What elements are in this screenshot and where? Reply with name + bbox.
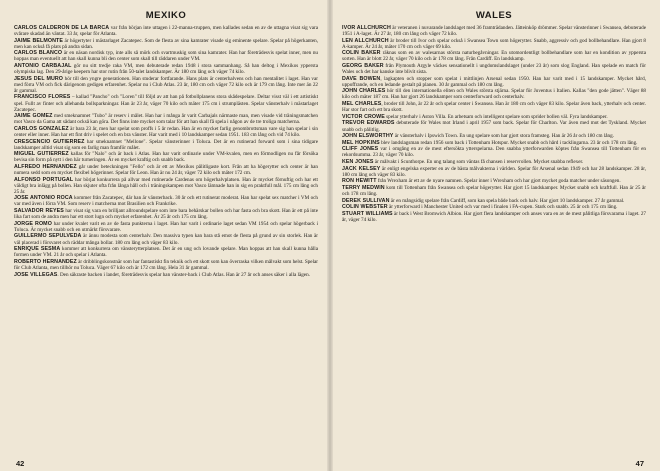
player-name: COLIN WEBSTER: [342, 204, 388, 211]
player-entry: [342, 166, 646, 178]
player-name: MIGUEL GUTIERREZ: [14, 151, 69, 158]
player-entry: [342, 140, 646, 146]
player-name: CLIFF JONES: [342, 146, 379, 153]
player-description: , lagkapten och stopper som spelat i mittlinjen Arsenal sedan 1950. Han har varit med i 15 landskamper. Mycket hård, uppoffrande, och en ledande gestalt på planen. 30 år gammal och 180 cm lång.: [342, 75, 646, 88]
player-entry: [14, 94, 318, 112]
player-name: COLIN BAKER: [342, 50, 381, 57]
player-description: är målvakt i Scunthorpe. En ung talang som väntas få chansen i reservrollen. Mycket snabba reflexer.: [373, 159, 584, 166]
player-description: – kallad "Pancho" och "Loren" till följd av att han på fotbollplanens stora skådespelare. Deltar visst väl i ett artistiskt spel. Fullt av finter och allehanda bollsparkningar. Han är 23 år, väger 70 kilo och mäter 175 cm i strumplästen. Spelar vänsterhalv i mästarlaget Zacatepec.: [14, 94, 318, 113]
player-description: från Plymouth Argyle väckes sensationellt i ungdomslandslaget (under 23 år) som slog England. Han spelade en match för Wales och det har kanske inte blivit sista.: [342, 63, 646, 76]
page-number-right: 47: [635, 459, 644, 468]
player-entry: [342, 178, 646, 184]
player-entry: [342, 38, 646, 50]
player-name: CRESCENCIO GUTIERREZ: [14, 138, 85, 145]
player-name: GUILLERMO SEPULVEDA: [14, 233, 82, 240]
player-entry: [14, 195, 318, 207]
player-description: är en näsan nordisk typ, inte alls så mörk och svartmuskig som sina kamrater. Han har företrädesvis spelat inner, men nu hoppas man eventuellt att han skall kunna bli den center som skall till räddaren under VM.: [14, 50, 318, 63]
player-entry: [14, 50, 318, 62]
player-name: JOSE ANTONIO ROCA: [14, 195, 73, 202]
player-description: debuterade för Wales mot Irland i april 1957 som back. Spelar för Charlton. Var även med mot det Tyskland. Mycket snabb och pålitlig.: [342, 120, 646, 133]
player-entry: [342, 185, 646, 197]
player-description: var i omgång en av de mest eftersökta ytterspelarna. Den snabba ytterforwarden köptes från Swansea till Tottenham för en rekordsumma. 23 år, väger 70 kilo.: [342, 146, 646, 159]
player-description: gör nu sitt tredje raka VM, men debuterade redan 1948 i stora sammanhang. Så han deltog i Mexikos yppersta olympiska lag. Den 29-årige keepern har stor rutin från 50-talet landskamper. Är 180 cm lång och väger 74 kilo.: [14, 63, 318, 76]
player-name: JORGE ROMO: [14, 220, 52, 227]
player-description: har under kvalet varit en av de fasta punkterna i laget. Han har varit i ordinarie laget sedan VM 1954 och spelar högerback i Toluca. Är mycket snabb och en utmärkt försvarare.: [14, 220, 318, 233]
player-name: ALFONSO PORTUGAL: [14, 176, 74, 183]
player-entry: [14, 139, 318, 151]
player-description: har börjat konkurrera på allvar med rutinerade Cardenas om högerhalvplatsen. Han är mycket förnuftig och har ett väldigt bra inlägg på bollen. Han skjuter ofta från långa håll och i träningskampen mot Vasco lämnade han in sig en praktfull mål. 175 cm lång och 25 år.: [14, 176, 318, 195]
player-name: JESUS DEL MURO: [14, 75, 64, 82]
player-entry: [342, 114, 646, 120]
player-name: SALVADOR REYES: [14, 208, 64, 215]
player-description: blev landslagsman redan 1956 som back i Tottenham Hotspur. Mycket snabb och hård i tacklingarna. 23 år och 178 cm lång.: [379, 139, 638, 146]
player-description: med smeknamnet "Tubo" är reserv i målet. Han har i många år varit Carbajals närmaste man, men visade vid träningsmatchen mot Vasco da Gama att sådant också kan göra. Det finns inte mycket som talar för att han skall få spela i någon av de tre troliga matcherna.: [14, 113, 318, 126]
player-description: har smeknamnet "Mellone". Spelar vänsterinner i Toluca. Det är en rutinerad forward som i sina tidigare landskamper alltid visat sig som en farlig man framför målet.: [14, 138, 318, 151]
player-name: ENRIQUE SESMA: [14, 246, 61, 253]
player-entry: [14, 177, 318, 195]
player-entry: [342, 120, 646, 132]
player-entry: [342, 76, 646, 88]
right-page: [330, 0, 660, 471]
player-description: från Wrexham är ett av de nyare namnen. Spelar inner i Wrexham och har gjort mycket goda matcher under säsongen.: [376, 178, 621, 185]
page-heading-mexiko: MEXIKO: [145, 10, 187, 21]
player-name: JACK KELSEY: [342, 165, 381, 172]
player-entry: [14, 76, 318, 94]
player-description: kommer att konkurrera om vänsterytterplatsen. Det är en ung och lovande spelare. Man hoppas att han skall kunna hålla formen under VM. 21 år och spelar i Atlanta.: [14, 246, 318, 259]
player-entry: [14, 259, 318, 271]
page-heading-wales: WALES: [475, 10, 513, 21]
player-description: är högertyter i mästarlaget Zacatepec. Som de flesta av sina kamrater visade sig eminente spelare. Spelar på högerkanten, men kan också få plats på andra sidan.: [14, 37, 318, 50]
player-description: räknas som en av walesarnas största naturbegåvningar. En utomordentligt bollbehandlare som har en kondition av yppersta sorten. Han är blott 22 år, väger 70 kilo och är 178 cm lång. Från Cardiff. En landskamp.: [342, 50, 646, 63]
player-entry: [342, 25, 646, 37]
player-entry: [14, 164, 318, 176]
player-name: DAVE BOWEN: [342, 75, 381, 82]
player-name: MEL CHARLES: [342, 101, 382, 108]
player-entry: [342, 63, 646, 75]
player-entry: [14, 272, 318, 278]
player-entry: [342, 88, 646, 100]
left-entries: [14, 25, 318, 463]
player-description: kom till Tottenham från Swansea och spelar högerytter. Har gjort 15 landskamper. Mycket snabb och kraftfull. Han är 25 år och 178 cm lång.: [342, 185, 646, 198]
player-entry: [14, 151, 318, 163]
player-name: IVOR ALLCHURCH: [342, 25, 391, 31]
player-name: GEORG BAKER: [342, 63, 384, 70]
player-description: är ännu modesta som centerhalv. Den massiva typen kan bara stå emot de flesta på grund av sin storlek. Han är väl placerad i försvaret och räddar många bollar. 180 cm lång och väger 83 kilo.: [14, 233, 318, 246]
player-entry: [342, 211, 646, 223]
player-description: är veteranen i nuvarande landslaget med 36 framträdanden. Jätteinköp drömmer. Spelar vänsterinner i Swansea, debuterade 1951 i A-laget. Är 27 år, 180 cm lång och väger 72 kilo.: [342, 25, 646, 38]
player-name: ANTONIO CARBAJAL: [14, 63, 72, 70]
player-description: är back i West Bromwich Albion. Har gjort flera landskamper och anses vara en av de mest pålitliga försvararna i laget. 27 år, väger 74 kilo.: [342, 211, 646, 224]
player-description: har visat sig vara en brilljant allroundspelare som inte bara behärskar bollen och har fasta och bra skott. Han är ett på inte lika fart som de andra men har ett stort lugn och mycket erfarenhet. Är 25 år och 175 cm lång.: [14, 208, 318, 221]
player-description: går under beteckningen "Fello" och är ett av Mexikos pålitligaste kort. Från att ha högerytter och center är han numera sedd som en mycket flexibel högerinner. Spelar för Leon. Han är nu 24 år, väger 72 kilo och mäter 172 cm.: [14, 163, 318, 177]
player-description: är ytterforward i Manchester United och var med i finalen i FA-cupen. Stark och snabb. 25 år och 175 cm lång.: [387, 204, 618, 211]
player-description: är dribblingskonstnär som har fantastiskt fin teknik och ett skott som kan överraska vilken målvakt som helst. Spelar för Club Atlanta, men tillhör nu Toluca. Väger 67 kilo och är 172 cm lång. Hela 31 år gammal.: [14, 258, 318, 271]
player-entry: [14, 25, 318, 37]
player-entry: [342, 50, 646, 62]
player-entry: [342, 133, 646, 139]
player-entry: [14, 221, 318, 233]
player-entry: [342, 101, 646, 113]
player-name: KEN JONES: [342, 159, 374, 166]
player-name: MEL HOPKINS: [342, 139, 380, 146]
player-name: TERRY MEDWIN: [342, 185, 385, 192]
player-entry: [342, 159, 646, 165]
player-name: JAIME BELMONTE: [14, 37, 64, 44]
player-description: , broder till John, är 22 år och spelar center i Swansea. Han är 180 cm och väger 83 kilo. Spelar även back, ytterhalv och center. Har stor fart och ett bra skott.: [342, 101, 646, 114]
player-name: JOSE VILLEGAS: [14, 271, 58, 278]
player-description: är vänsterhalv i Ipswich Town. En ung spelare som har gjort stora framsteg. Han är 26 år och 180 cm lång.: [393, 133, 614, 140]
player-description: spelar ytterhalv i Aston Villa. En arbetsam och intelligent spelare som sprider bollen väl. Fyra landskamper.: [384, 113, 608, 120]
player-entry: [14, 233, 318, 245]
player-name: RON HEWITT: [342, 178, 377, 185]
player-name: VICTOR CROWE: [342, 113, 385, 120]
player-name: JAIME GOMEZ: [14, 113, 53, 120]
player-description: var från början inte uttagen i 22-manna-truppen, men kallades sedan en av de uttagna visat sig vara svårare skadad än väntat. 33 år, spelar för Atlanta.: [14, 25, 318, 38]
player-name: LEN ALLCHURCH: [342, 37, 389, 44]
page-number-left: 42: [16, 459, 25, 468]
player-description: . Den säkraste backen i landet, företrädesvis spelar han vänster-back i Club Atlas. Han är 27 år och anses säker i alla lägen.: [57, 271, 310, 278]
player-entry: [14, 246, 318, 258]
player-entry: [14, 208, 318, 220]
player-name: FRANCISCO FLORES: [14, 94, 71, 101]
player-description: är enligt engelska experter en av de bästa målvakterna i världen. Spelar för Arsenal sedan 1949 och har 28 landskamper. 28 år, 180 cm lång och väger 83 kilo.: [342, 165, 646, 178]
player-name: JOHN ELSWORTHY: [342, 133, 394, 140]
player-name: CARLOS GONZALEZ: [14, 125, 69, 132]
right-entries: [342, 25, 646, 463]
player-entry: [342, 198, 646, 204]
player-description: hör till den internationella eliten och Wales största stjärna. Spelar för Juventus i Italien. Kallas "den gode jätten". Väger 88 kilo och mäter 187 cm. Han har gjort 26 landskamper som centerforward och centerhalv.: [342, 88, 646, 101]
player-description: kommer från Zacatepec, där han är vänsterback. 30 år och ett rutinerat moderat. Han har spelat sex matcher i VM och var med även i förra VM. Som reserv i matcherna mot Brasilien och Frankrike.: [14, 195, 318, 208]
player-name: ROBERTO HERNANDEZ: [14, 258, 77, 265]
player-entry: [14, 126, 318, 138]
player-entry: [342, 204, 646, 210]
player-description: är broder till Ivor och spelar också i Swansea Town som högerytter. Snabb, aggressiv och god bollbehandlare. Han gjort 8 A-kamper. Är 24 år, mäter 170 cm och väger 69 kilo.: [342, 37, 646, 50]
player-name: JOHN CHARLES: [342, 88, 386, 95]
player-entry: [14, 113, 318, 125]
player-description: kallas för "Nalo" och är back i Atlas. Han har varit ordinarie under VM-kvalen, men en förmodligen nu får försöka bevisa sin form på nytt i den här turneringen. Är en mycket kraftig och snabb back.: [14, 151, 318, 164]
player-entry: [14, 63, 318, 75]
player-description: är en mångsidig spelare från Cardiff, som kan spela både back och halv. Har gjort 10 landskamper. 27 år gammal.: [389, 197, 625, 204]
player-name: DEREK SULLIVAN: [342, 197, 390, 204]
player-name: TREVOR EDWARDS: [342, 120, 395, 127]
player-description: är bara 23 år, men har spelat som proffs i 5 år redan. Han är en mycket farlig genombrottsman vare sig han spelar i sin center eller inner. Han har ett fint driv i spelet och en bra vänster. Har varit med i 10 landskamper sedan 1951. 183 cm lång och vid 74 kilo.: [14, 125, 318, 138]
player-name: CARLOS CALDERON DE LA BARCA: [14, 25, 110, 31]
player-name: STUART WILLIAMS: [342, 211, 393, 218]
player-entry: [342, 146, 646, 158]
player-description: hör till den yngre generationen. Han studerar fortfarande. Hans plats är centerhalvens och han mentalitet i laget. Han var med förra VM och fick därigenom gedigen erfarenhet. Spelar nu i Club Atlas. 23 år, 180 cm och väger 72 kilo och är 179 cm lång. Inte mer än 22 år gammal.: [14, 75, 318, 94]
player-name: CARLOS BLANCO: [14, 50, 63, 57]
player-entry: [14, 38, 318, 50]
player-name: ALFREDO HERNANDEZ: [14, 163, 77, 170]
